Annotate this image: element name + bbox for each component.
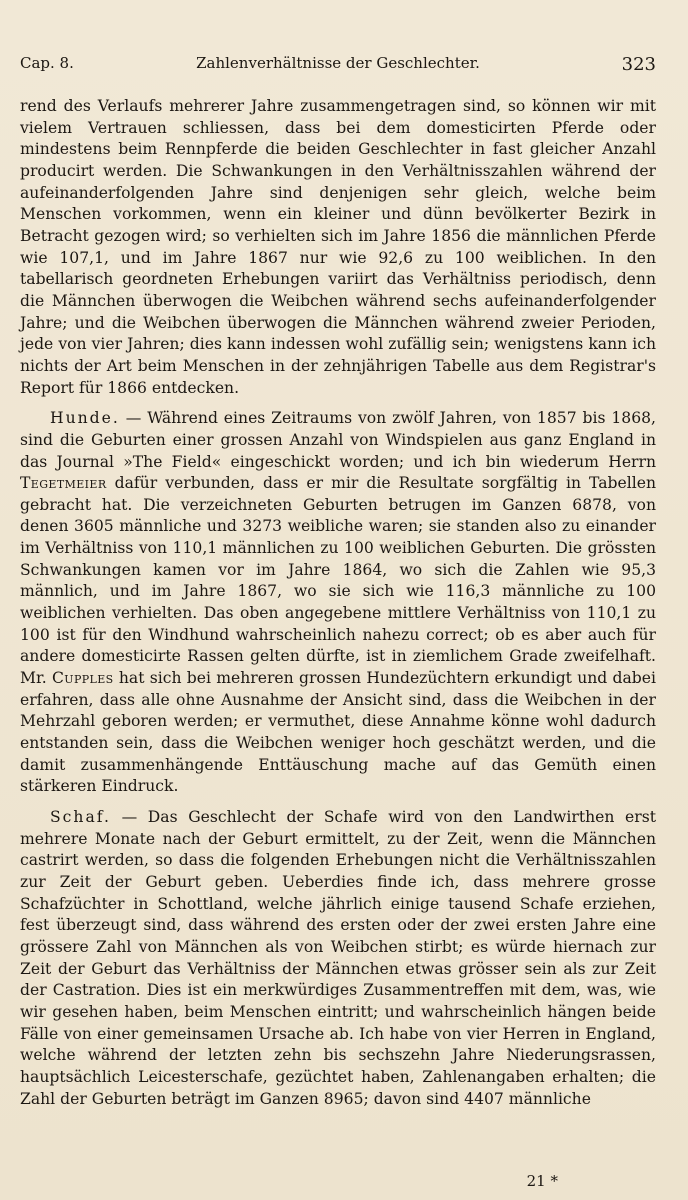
running-header (20, 48, 656, 78)
paragraph-horses-text: rend des Verlaufs mehrerer Jahre zusammengetragen sind, so können wir mit vielem Vertrauen schliessen, dass bei dem domesticirten Pferde oder mindestens beim Rennpferde die beiden Geschlechter in fast gleicher Anzahl producirt werden. Die Schwankungen in den Verhältnisszahlen während der aufeinanderfolgenden Jahre sind denjenigen sehr gleich, welche beim Menschen vorkommen, wenn ein kleiner und dünn bevölkerter Bezirk in Betracht gezogen wird; so verhielten sich im Jahre 1856 die männlichen Pferde wie 107,1, und im Jahre 1867 nur wie 92,6 zu 100 weiblichen. In den tabellarisch geordneten Erhebungen variirt das Verhältniss periodisch, denn die Männchen überwogen die Weibchen während sechs aufeinanderfolgender Jahre; und die Weibchen überwogen die Männchen während zweier Perioden, jede von vier Jahren; dies kann indessen wohl zufällig sein; wenigstens kann ich nichts der Art beim Menschen in der zehnjährigen Tabelle aus dem Registrar's Report für 1866 entdecken. (20, 97, 656, 397)
printer-signature-mark: 21 * (526, 1172, 558, 1190)
section-heading-dogs: Hunde. (50, 409, 120, 428)
paragraph-sheep (20, 807, 656, 1110)
paragraph-sheep-text: — Das Geschlecht der Schafe wird von den Landwirthen erst mehrere Monate nach der Geburt ermittelt, zu der Zeit, wenn die Männchen castrirt werden, so dass die folgenden Erhebungen nicht die Verhältnisszahlen zur Zeit der Geburt geben. Ueberdies finde ich, dass mehrere grosse Schafzüchter in Schottland, welche jährlich einige tausend Schafe erziehen, fest überzeugt sind, dass während des ersten oder der zwei ersten Jahre eine grössere Zahl von Männchen als von Weibchen stirbt; es würde hiernach zur Zeit der Geburt das Verhältniss der Männchen etwas grösser sein als zur Zeit der Castration. Dies ist ein merkwürdiges Zusammentreffen mit dem, was, wie wir gesehen haben, beim Menschen eintritt; und wahrscheinlich hängen beide Fälle von einer gemeinsamen Ursache ab. Ich habe von vier Herren in England, welche während der letzten zehn bis sechszehn Jahre Niederungsrassen, hauptsächlich Leicesterschafe, gezüchtet haben, Zahlenangaben erhalten; die Zahl der Geburten beträgt im Ganzen 8965; davon sind 4407 männliche (20, 808, 656, 1108)
person-name-tegetmeier: Tegetmeier (20, 474, 107, 493)
running-title: Zahlenverhältnisse der Geschlechter. (196, 54, 480, 72)
section-heading-sheep: Schaf. (50, 808, 111, 826)
paragraph-horses (20, 96, 656, 399)
page-number: 323 (621, 54, 656, 75)
paragraph-dogs-text-3: hat sich bei mehreren grossen Hundezüchtern erkundigt und dabei erfahren, dass alle ohne Ausnahme der Ansicht sind, dass die Weibchen in der Mehrzahl geboren werden; er vermuthet, diese Annahme könne wohl dadurch entstanden sein, dass die Weibchen weniger hoch geschätzt werden, und die damit zusammenhängende Enttäuschung mache auf das Gemüth einen stärkeren Eindruck. (20, 669, 657, 796)
paragraph-dogs-text-2: dafür verbunden, dass er mir die Resultate sorgfältig in Tabellen gebracht hat. Die verzeichneten Geburten betrugen im Ganzen 6878, von denen 3605 männliche und 3273 weibliche waren; sie standen also zu einander im Verhältniss von 110,1 männlichen zu 100 weiblichen Geburten. Die grössten Schwankungen kamen vor im Jahre 1864, wo sich die Zahlen wie 95,3 männlich, und im Jahre 1867, wo sie sich wie 116,3 männliche zu 100 weiblichen verhielten. Das oben angegebene mittlere Verhältniss von 110,1 zu 100 ist für den Windhund wahrscheinlich nahezu correct; ob es aber auch für andere domesticirte Rassen gelten dürfte, ist in ziemlichem Grade zweifelhaft. Mr. (20, 474, 656, 688)
paragraph-dogs-text-1: — Während eines Zeitraums von zwölf Jahren, von 1857 bis 1868, sind die Geburten einer grossen Anzahl von Windspielen aus ganz England in das Journal »The Field« eingeschickt worden; und ich bin wiederum Herrn (20, 409, 656, 471)
chapter-label: Cap. 8. (20, 54, 74, 72)
person-name-cupples: Cupples (51, 669, 114, 688)
body-text (20, 96, 656, 1110)
paragraph-dogs (20, 408, 656, 798)
